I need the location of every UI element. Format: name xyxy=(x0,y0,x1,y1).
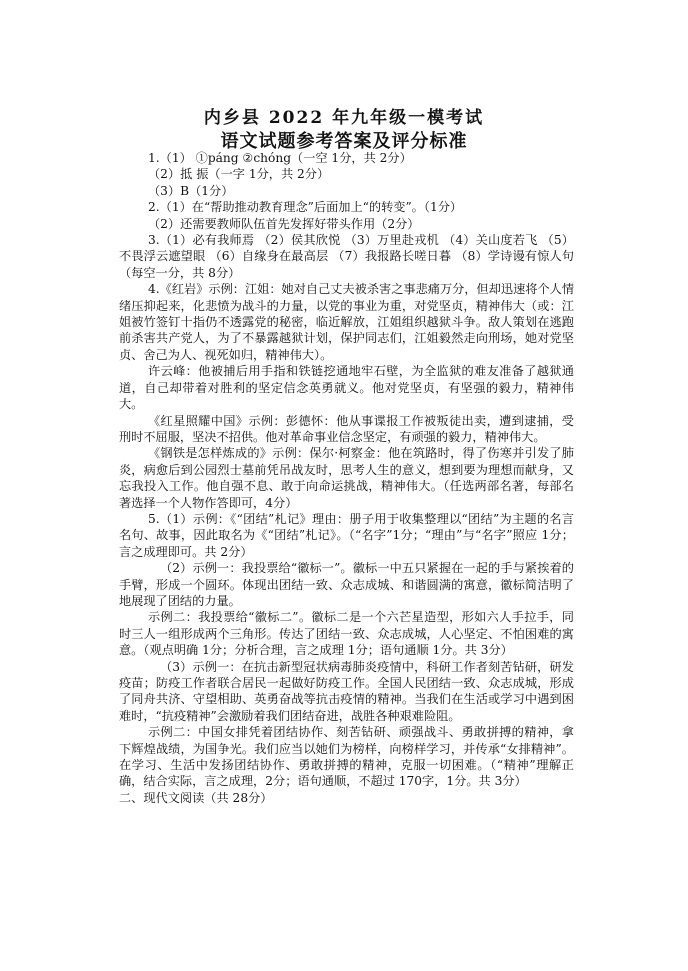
answer-4-hongyan: 4.《红岩》示例：江姐：她对自己丈夫被杀害之事悲痛万分，但却迅速将个人情绪压抑起来，化悲愤为战斗的力量，以党的事业为重，对党坚贞，精神伟大（或：江姐被竹签钉十指仍不透露党的秘密，临近解放，江姐组织越狱斗争。敌人策划在逃跑前杀害共产党人，为了不暴露越狱计划，保护同志们，江姐毅然走向刑场，她对党坚贞、舍己为人、视死如归，精神伟大）。 xyxy=(119,282,575,362)
answer-5-3-example-1: （3）示例一：在抗击新型冠状病毒肺炎疫情中，科研工作者刻苦钻研，研发疫苗；防疫工作者联合居民一起做好防疫工作。全国人民团结一致、众志成城，形成了同舟共济、守望相助、英勇奋战等抗击疫情的精神。当我们在生活或学习中遇到困难时，“抗疫精神”会激励着我们团结奋进，战胜各种艰难险阻。 xyxy=(119,659,574,723)
answer-2-1: 2.（1）在“帮助推动教育理念”后面加上“的转变”。（1分） xyxy=(148,200,463,215)
answer-5-2-example-1: （2）示例一：我投票给“徽标一”。徽标一中五只紧握在一起的手与紧挨着的手臂，形成一个圆环。体现出团结一致、众志成城、和谐圆满的寓意，徽标简洁明了地展现了团结的力量。 xyxy=(119,561,574,608)
answer-5-2-example-2: 示例二：我投票给“徽标二”。徽标二是一个六芒星造型，形如六人手拉手，同时三人一组形成两个三角形。传达了团结一致、众志成城，人心坚定、不怕困难的寓意。（观点明确 1分；分析合理，言之成理 1分；语句通顺 1分。共 3分） xyxy=(119,610,574,658)
answer-4-gangtie: 《钢铁是怎样炼成的》示例：保尔·柯察金：他在筑路时，得了伤寒并引发了肺炎，病愈后到公园烈士墓前凭吊战友时，思考人生的意义，想到要为理想而献身，又忘我投入工作。他自强不息、敢于向命运挑战，精神伟大。（任选两部名著，每部名著选择一个人物作答即可，4分） xyxy=(119,446,574,510)
section-2-heading: 二、现代文阅读（共 28分） xyxy=(119,790,273,805)
exam-title: 内乡县 2022 年九年级一模考试 xyxy=(203,108,485,128)
answer-4-xuyunfeng: 许云峰：他被捕后用手指和铁链挖通地牢石壁，为全监狱的难友准备了越狱通道，自己却带着对胜利的坚定信念英勇就义。他对党坚贞，有坚强的毅力，精神伟大。 xyxy=(119,364,574,412)
answer-4-hongxing: 《红星照耀中国》示例：彭德怀：他从事谍报工作被叛徒出卖，遭到逮捕，受刑时不屈服，坚决不招供。他对革命事业信念坚定，有顽强的毅力，精神伟大。 xyxy=(119,413,574,444)
answer-1-3: （3）B（1分） xyxy=(148,183,234,198)
answer-5-1: 5.（1）示例：《“团结”札记》理由：册子用于收集整理以“团结”为主题的名言名句、故事，因此取名为《“团结”札记》。（“名字”1分；“理由”与“名字”照应 1分；言之成理即可。共 2分） xyxy=(119,511,574,559)
answer-3: 3.（1）必有我师焉 （2）侯其欣悦 （3）万里赴戎机 （4）关山度若飞 （5）不畏浮云遮望眼 （6）自缘身在最高层 （7）我报路长嗟日暮 （8）学诗谩有惊人句（每空一分，共 8分） xyxy=(119,233,574,280)
answer-1-2: （2）抵 振（一字 1分，共 2分） xyxy=(148,167,330,182)
answer-2-2: （2）还需要教师队伍首先发挥好带头作用（2分） xyxy=(148,216,420,231)
answer-body xyxy=(119,150,574,806)
answer-1-1: 1.（1） ①páng ②chóng（一空 1分，共 2分） xyxy=(148,151,412,165)
answer-key-title: 语文试题参考答案及评分标准 xyxy=(220,131,468,152)
answer-5-3-example-2: 示例二：中国女排凭着团结协作、刻苦钻研、顽强战斗、勇敢拼搏的精神，拿下辉煌战绩，为国争光。我们应当以她们为榜样，向榜样学习，并传承“女排精神”。在学习、生活中发扬团结协作、勇敢拼搏的精神，克服一切困难。（“精神”理解正确，结合实际，言之成理，2分；语句通顺，不超过 170字，1分。共 3分） xyxy=(119,725,574,789)
